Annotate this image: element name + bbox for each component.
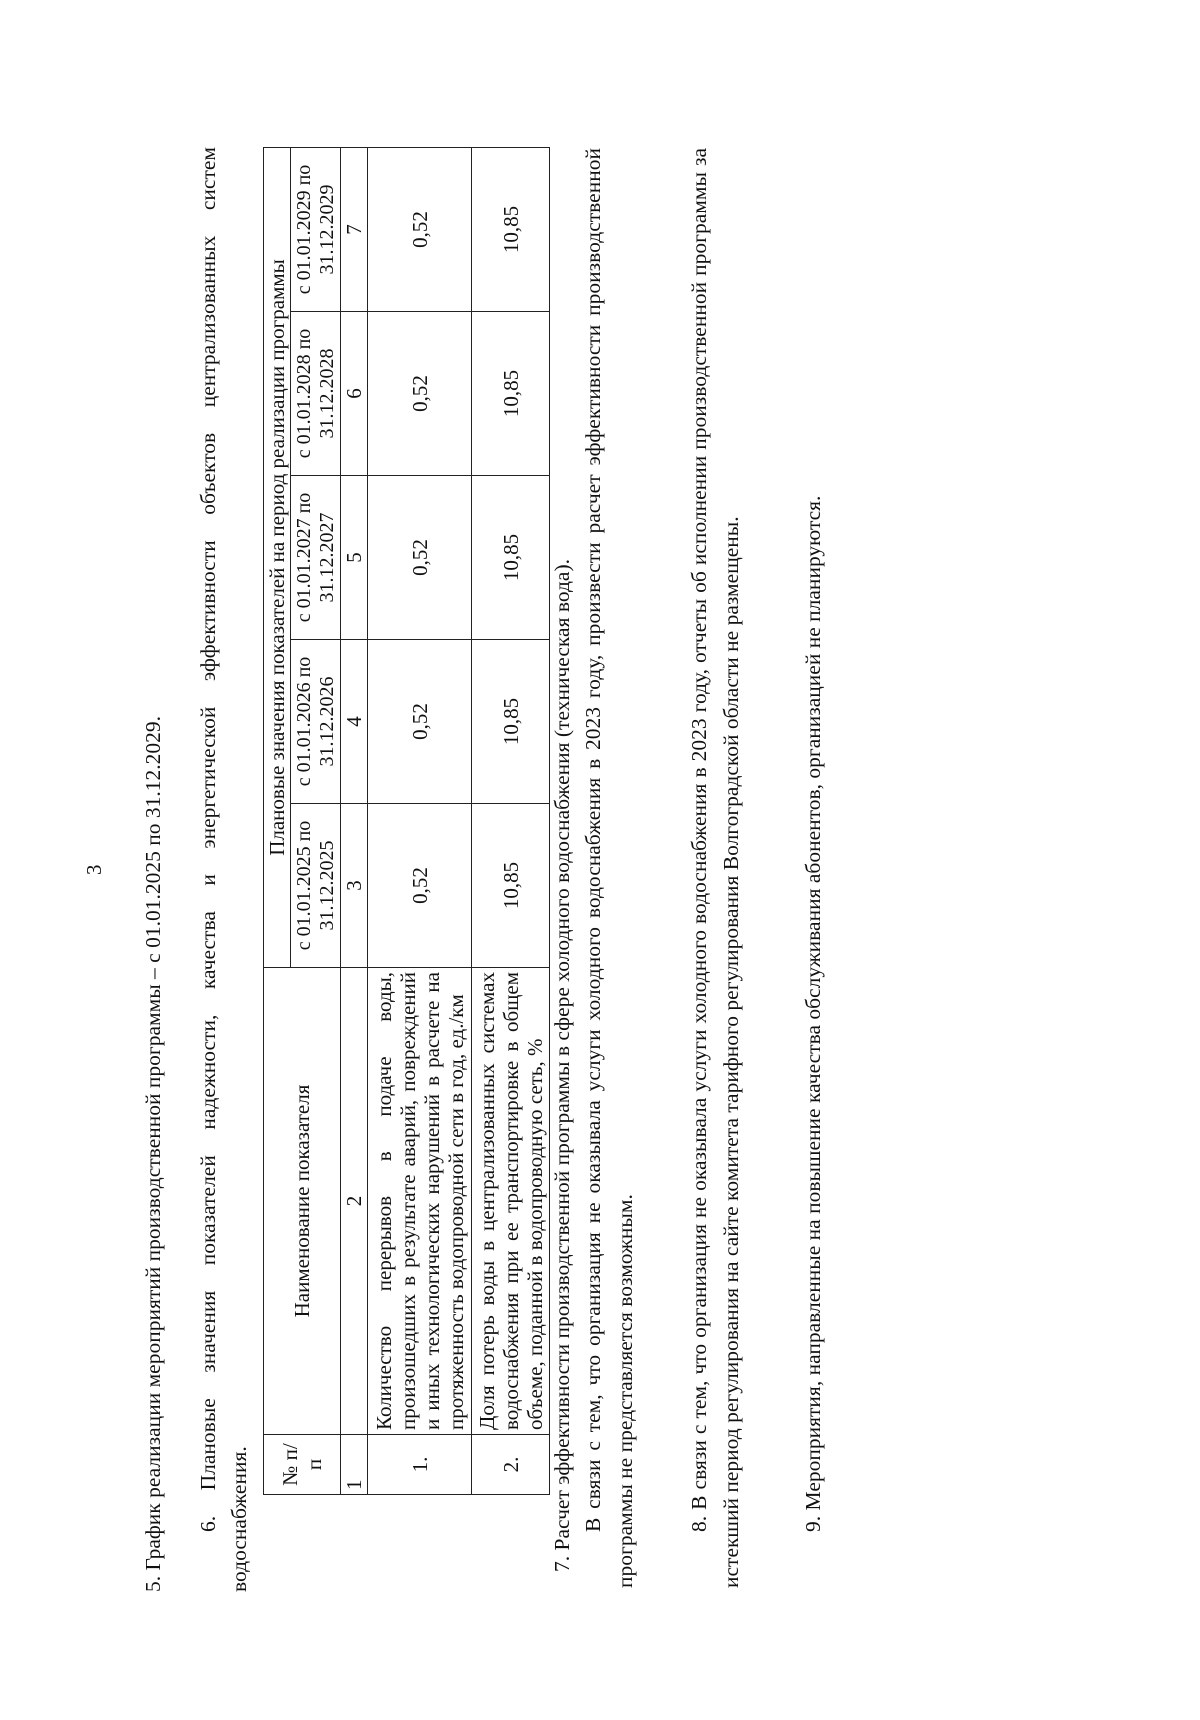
indicator-value: 0,52 [368,476,472,640]
indicator-value: 10,85 [472,147,550,311]
header-period: с 01.01.2029 по 31.12.2029 [291,147,341,311]
item-5-schedule: 5. График реализации мероприятий производственной программы – с 01.01.2025 по 31.12.2029. [141,716,165,1592]
indicator-value: 0,52 [368,147,472,311]
header-period: с 01.01.2025 по 31.12.2025 [291,804,341,968]
indicator-value: 10,85 [472,476,550,640]
table-row [472,147,550,1494]
column-number: 4 [341,640,368,804]
indicator-value: 10,85 [472,640,550,804]
column-number: 2 [341,968,368,1435]
header-indicator-name: Наименование показателя [264,968,341,1435]
header-period: с 01.01.2027 по 31.12.2027 [291,476,341,640]
indicators-table [263,147,550,1495]
indicator-value: 0,52 [368,312,472,476]
header-period: с 01.01.2028 по 31.12.2028 [291,312,341,476]
row-number: 1. [368,1435,472,1495]
column-number: 6 [341,312,368,476]
column-number: 3 [341,804,368,968]
row-number: 2. [472,1435,550,1495]
column-number: 7 [341,147,368,311]
table-row [368,147,472,1494]
item-7-title: 7. Расчет эффективности производственной программы в сфере холодного водоснабжения (техническая вода). [550,559,574,1572]
header-planned-values: Плановые значения показателей на период реализации программы [264,147,291,967]
item-7-text: В связи с тем, что организация не оказывала услуги холодного водоснабжения в 2023 году, произвести расчет эффективности производственной программы не представляется возможным. [581,148,637,1588]
indicator-value: 10,85 [472,804,550,968]
item-6-line-2: водоснабжения. [227,1446,251,1592]
page-number: 3 [82,864,106,875]
column-number: 5 [341,476,368,640]
column-number-row [341,147,368,1494]
header-period: с 01.01.2026 по 31.12.2026 [291,640,341,804]
indicator-name: Доля потерь воды в централизованных системах водоснабжения при ее транспортировке в общем объеме, поданной в водопроводную сеть, % [472,968,550,1435]
indicator-name: Количество перерывов в подаче воды, произошедших в результате аварий, повреждений и иных технологических нарушений в расчете на протяженность водопроводной сети в год, ед./км [368,968,472,1435]
item-6-line-1: 6. Плановые значения показателей надежности, качества и энергетической эффективности объектов централизованных систем [196,147,220,1532]
indicator-value: 10,85 [472,312,550,476]
header-num: № п/п [264,1435,341,1495]
column-number: 1 [341,1435,368,1495]
indicator-value: 0,52 [368,804,472,968]
item-8-text: 8. В связи с тем, что организация не оказывала услуги холодного водоснабжения в 2023 году, отчеты об исполнении производственной программы за истекший период регулирования на сайте комитета тарифного регулирования Волгоградской области не размещены. [687,148,743,1588]
indicator-value: 0,52 [368,640,472,804]
item-9-text: 9. Мероприятия, направленные на повышение качества обслуживания абонентов, организацией не планируются. [801,495,825,1532]
